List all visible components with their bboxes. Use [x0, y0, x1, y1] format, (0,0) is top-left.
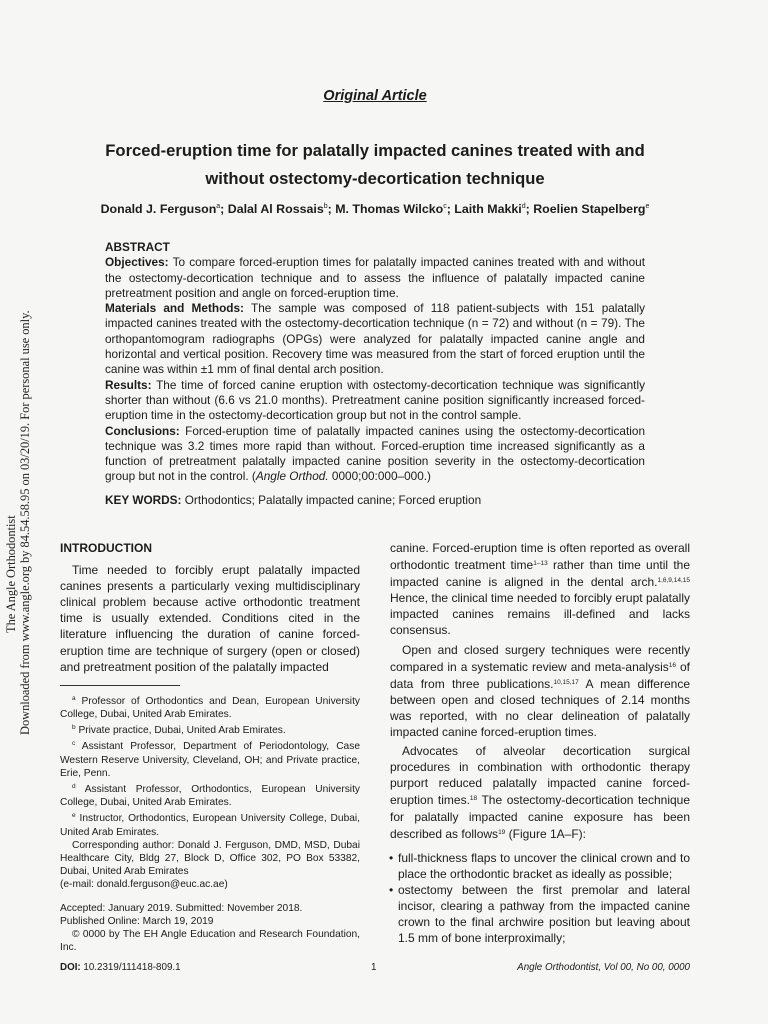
doi [60, 962, 181, 973]
citation-ref: 10,15,17 [553, 678, 579, 686]
citation-ref: 1–13 [533, 560, 548, 568]
text-run: Hence, the clinical time needed to forcibly erupt palatally impacted canines remains ill-defined and lacks consensus. [390, 591, 690, 638]
author-affiliation-mark: d [521, 203, 526, 210]
footnote-item [60, 737, 360, 780]
author-affiliation-mark: a [216, 203, 221, 210]
footnote-item [60, 692, 360, 721]
footnotes [60, 692, 360, 955]
author-name: Roelien Stapelberg [533, 202, 646, 216]
left-column [60, 540, 360, 954]
citation-rest: 0000;00:000–000.) [328, 469, 431, 484]
objectives-text: To compare forced-eruption times for palatally impacted canines treated with and without the ostectomy-decortication technique and to assess the influence of palatally impacted canine pretreatment position and angle on forced-eruption time. [105, 255, 645, 300]
abstract-results [105, 378, 645, 424]
footnote-item [60, 780, 360, 809]
conclusions-text: Forced-eruption time of palatally impacted canines using the ostectomy-decortication technique was 3.2 times more rapid than without. Forced-eruption time increased significantly as a function of pretreatment palatally impacted canine position severity in the ostectomy-decortication group but not in the control. [105, 423, 646, 484]
citation-ref: 18 [469, 795, 478, 803]
footnote-mark: b [72, 724, 76, 732]
objectives-label: Objectives: [105, 255, 169, 270]
abstract-conclusions [105, 424, 645, 485]
methods-label: Materials and Methods: [105, 301, 244, 316]
footnote-text: Private practice, Dubai, United Arab Emirates. [75, 725, 286, 737]
keywords-text: Orthodontics; Palatally impacted canine; Forced eruption [184, 492, 482, 507]
citation-ref: 16 [668, 661, 676, 669]
citation-ref: 1,6,9,14,15 [657, 577, 690, 585]
article-type-label: Original Article [323, 88, 427, 104]
keywords-label: KEY WORDS: [105, 492, 182, 507]
author-affiliation-mark: e [645, 203, 650, 210]
text-run: Open and closed surgery techniques were recently compared in a systematic review and meta-analysis [390, 642, 690, 674]
footnote-item [60, 721, 360, 737]
author-list [40, 202, 710, 216]
footnote-mark: a [72, 694, 76, 702]
doi-label: DOI: [60, 962, 81, 973]
text-run: Advocates of alveolar decortication surgical procedures in combination with orthodontic therapy purport reduced palatally impacted canine forced-eruption times. [390, 744, 690, 808]
journal-citation: Angle Orthodontist, Vol 00, No 00, 0000 [517, 962, 690, 973]
text-run: rather than time until the impacted canine is aligned in the dental arch. [390, 558, 690, 590]
citation-journal: Angle Orthod. [255, 469, 329, 484]
author-name: Donald J. Ferguson [100, 202, 217, 216]
abstract-block [105, 240, 645, 508]
abstract-objectives [105, 255, 645, 301]
keywords [105, 493, 645, 508]
methods-text: The sample was composed of 118 patient-subjects with 151 palatally impacted canines treated with the ostectomy-decortication technique (n = 72) and without (n = 79). The orthopantomogram radiographs (OPGs) were analyzed for palatally impacted canine angle and horizontal and vertical position. Recovery time was measured from the start of forced eruption until the canine was within ±1 mm of final dental arch position. [105, 301, 645, 377]
watermark-journal-line: The Angle Orthodontist [4, 515, 18, 633]
author-affiliation-mark: b [323, 203, 328, 210]
doi-value: 10.2319/111418-809.1 [80, 962, 181, 973]
copyright-notice: © 0000 by The EH Angle Education and Research Foundation, Inc. [60, 929, 360, 954]
watermark-download-line: Downloaded from www.angle.org by 84.54.58.95 on 03/20/19. For personal use only. [18, 310, 32, 735]
author-separator: ; [446, 202, 455, 216]
author-name: M. Thomas Wilcko [335, 202, 444, 216]
footnote-text: Instructor, Orthodontics, European University College, Dubai, United Arab Emirates. [60, 813, 360, 838]
accepted-date: Accepted: January 2019. Submitted: November 2018. [60, 902, 303, 914]
published-date: Published Online: March 19, 2019 [60, 915, 214, 927]
abstract-heading: ABSTRACT [105, 240, 170, 254]
intro-paragraph-4 [390, 743, 690, 842]
citation-ref: 19 [498, 828, 506, 836]
intro-paragraph-2 [390, 540, 690, 639]
conclusions-label: Conclusions: [105, 423, 180, 438]
author-separator: ; [525, 202, 534, 216]
abstract-methods [105, 301, 645, 377]
right-column [390, 540, 690, 946]
footnote-mark: c [72, 740, 76, 748]
title-line-1: Forced-eruption time for palatally impacted canines treated with and [105, 141, 645, 160]
list-item: • full-thickness flaps to uncover the clinical crown and to place the orthodontic bracket as ideally as possible; [390, 850, 690, 882]
results-text: The time of forced canine eruption with ostectomy-decortication technique was significantly shorter than without (6.6 vs 21.0 months). Pretreatment canine position significantly increased forced-eruption time in the ostectomy-decortication group but not in the control sample. [105, 377, 645, 423]
footnote-text: Professor of Orthodontics and Dean, European University College, Dubai, United Arab Emirates. [60, 695, 360, 720]
intro-paragraph-1: Time needed to forcibly erupt palatally impacted canines presents a particularly vexing multidisciplinary clinical problem because active orthodontic treatment time is usually extended. Conditions cited in the literature influencing the duration of canine forced-eruption time are technique of surgery (open or closed) and pretreatment position of the palatally impacted [60, 563, 360, 674]
text-run: The ostectomy-decortication technique for palatally impacted canine exposure has been described as follows [390, 793, 691, 841]
footnote-text: Assistant Professor, Orthodontics, European University College, Dubai, United Arab Emirates. [60, 783, 360, 809]
text-run: of data from three publications. [390, 659, 691, 691]
corresponding-email: (e-mail: donald.ferguson@euc.ac.ae) [60, 879, 228, 891]
technique-steps-list [390, 850, 690, 947]
page-footer [60, 962, 690, 978]
author-name: Dalal Al Rossais [227, 202, 324, 216]
intro-paragraph-3 [390, 642, 690, 741]
footnote-mark: d [72, 782, 76, 790]
corresponding-author: Corresponding author: Donald J. Ferguson, DMD, MSD, Dubai Healthcare City, Bldg 27, Block D, Office 302, PO Box 53382, Dubai, United Arab Emirates [60, 839, 360, 878]
text-run: A mean difference between open and closed techniques of 2.14 months was reported, with no clear delineation of palatally impacted canine forced-eruption times. [390, 676, 691, 740]
footnote-item [60, 809, 360, 838]
text-run: (Figure 1A–F): [505, 826, 586, 841]
results-label: Results: [105, 377, 152, 392]
list-item: • ostectomy between the first premolar and lateral incisor, clearing a pathway from the impacted canine crown to the final archwire position but leaving about 1.5 mm of bone interproximally; [390, 882, 690, 946]
author-name: Laith Makki [454, 202, 522, 216]
author-separator: ; [327, 202, 336, 216]
author-affiliation-mark: c [443, 203, 447, 210]
article-title [70, 137, 680, 193]
author-separator: ; [220, 202, 228, 216]
title-line-2: without ostectomy-decortication technique [205, 169, 545, 188]
footnote-divider [60, 685, 180, 686]
introduction-heading: INTRODUCTION [60, 541, 152, 555]
footnote-text: Assistant Professor, Department of Periodontology, Case Western Reserve University, Cleveland, OH; and Private practice, Erie, Penn. [60, 741, 360, 779]
download-watermark [2, 290, 34, 740]
page-number: 1 [371, 962, 377, 973]
footnote-mark: e [72, 812, 76, 820]
citation-open: ( [251, 469, 256, 484]
text-run: canine. Forced-eruption time is often reported as overall orthodontic treatment time [390, 541, 690, 573]
